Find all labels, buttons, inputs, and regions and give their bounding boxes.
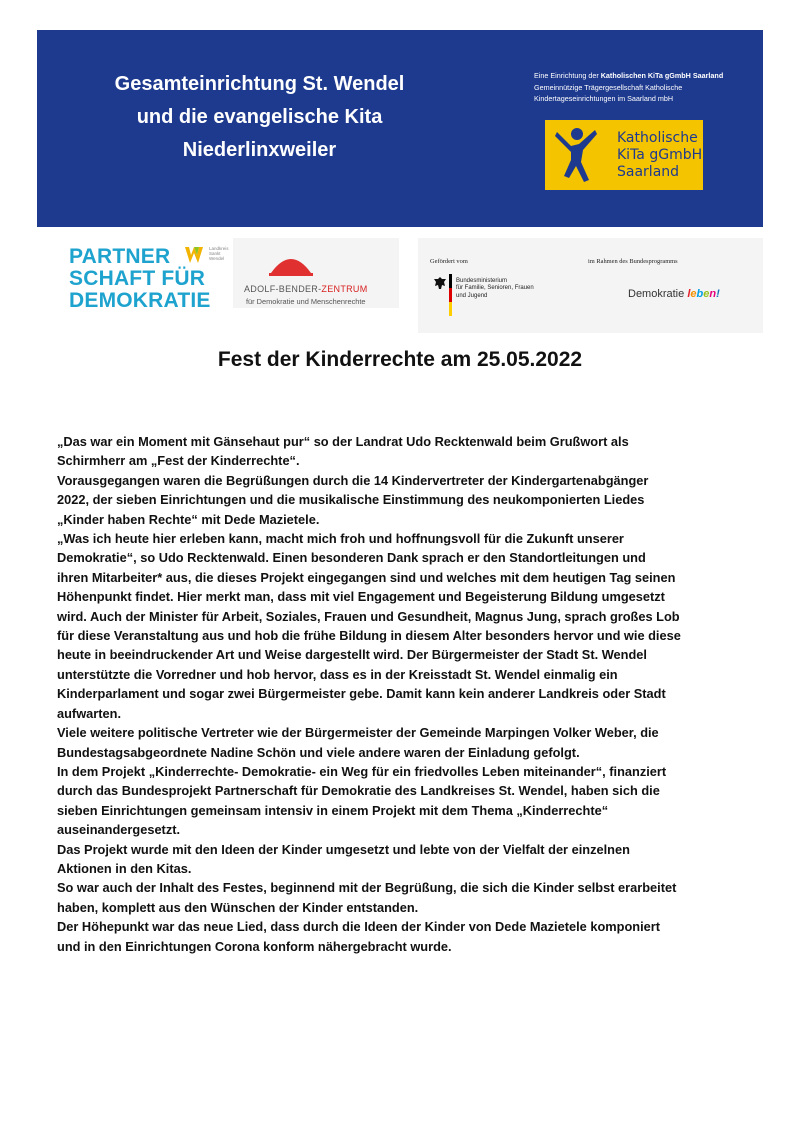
leben-letter: e	[690, 288, 697, 300]
pfd-line: PARTNER	[69, 245, 171, 268]
pfd-tiny-line: Sankt	[209, 251, 221, 256]
page-title: Fest der Kinderrechte am 25.05.2022	[217, 348, 583, 371]
pfd-tiny-line: Landkreis	[209, 246, 229, 251]
pfd-tiny-line: Wendel	[209, 256, 225, 261]
banner-title-line: und die evangelische Kita	[136, 106, 383, 128]
program-label: im Rahmen des Bundesprogramms	[588, 258, 678, 265]
article-line: Das Projekt wurde mit den Ideen der Kinder umgesetzt und lebte von der Vielfalt der einzelnen	[57, 841, 630, 857]
article-line: Demokratie“, so Udo Recktenwald. Einen besonderen Dank sprach er den Standortleitungen und	[57, 550, 646, 566]
article-line: Viele weitere politische Vertreter wie der Bürgermeister der Gemeinde Marpingen Volker Weber, die	[57, 725, 659, 741]
article-line: für diese Veranstaltung aus und hob die frühe Bildung in diesem Alter besonders hervor und wie diese	[57, 628, 681, 644]
leben-word	[687, 288, 719, 300]
article-line: „Kinder haben Rechte“ mit Dede Mazietele.	[57, 511, 320, 527]
jumping-child-icon	[553, 126, 599, 184]
pfd-line: DEMOKRATIE	[69, 289, 211, 312]
abz-name-part-red: ZENTRUM	[321, 284, 368, 294]
leben-letter: e	[703, 288, 710, 300]
article-line: wird. Auch der Minister für Arbeit, Soziales, Frauen und Gesundheit, Magnus Jung, sprach großes Lob	[57, 608, 680, 624]
article-line: Bundestagsabgeordnete Nadine Schön und viele andere waren der Einladung gefolgt.	[57, 744, 580, 760]
article-line: ihren Mitarbeiter* aus, die dieses Projekt eingegangen sind und welches mit dem heutigen Tag seinen	[57, 569, 676, 585]
article-line: So war auch der Inhalt des Festes, beginnend mit der Begrüßung, die sich die Kinder selbst erarbeitet	[57, 880, 677, 896]
org-note-prefix: Eine Einrichtung der	[534, 71, 601, 80]
abz-dome-icon	[269, 251, 313, 277]
federal-eagle-icon	[433, 276, 447, 290]
article-line: Vorausgegangen waren die Begrüßungen durch die 14 Kindervertreter der Kindergartenabgänger	[57, 472, 649, 488]
organization-note	[534, 70, 759, 105]
article-body	[57, 432, 757, 956]
leben-letter: b	[696, 288, 704, 300]
article-line: Höhenpunkt findet. Hier merkt man, dass mit viel Engagement und Begeisterung Bildung umgesetzt	[57, 589, 665, 605]
kita-logo	[545, 120, 703, 190]
org-note-line: Kindertageseinrichtungen im Saarland mbH	[534, 94, 674, 103]
article-line: haben, komplett aus den Wünschen der Kinder entstanden.	[57, 899, 419, 915]
article-line: heute in beeindruckender Art und Weise dargestellt wird. Der Bürgermeister der Stadt St. Wendel	[57, 647, 647, 663]
article-line: unterstützte die Vorredner und hob hervor, dass es in der Kreisstadt St. Wendel einmalig ein	[57, 666, 618, 682]
partner-logos	[37, 238, 763, 333]
kita-logo-line: Katholische	[617, 130, 698, 146]
org-note-line: Gemeinnützige Trägergesellschaft Katholische	[534, 82, 683, 92]
abz-name	[244, 284, 368, 294]
org-note-name: Katholischen KiTa gGmbH Saarland	[600, 71, 724, 80]
pfd-line: SCHAFT FÜR	[69, 267, 206, 290]
pfd-w-icon	[184, 246, 204, 264]
article-line: „Was ich heute hier erleben kann, macht mich froh und hoffnungsvoll für die Zukunft unserer	[57, 531, 624, 547]
kita-logo-text	[617, 130, 702, 181]
pfd-district-label	[209, 246, 229, 261]
article-line: durch das Bundesprojekt Partnerschaft für Demokratie des Landkreises St. Wendel, haben sich die	[57, 783, 660, 799]
leben-letter: !	[716, 288, 720, 300]
article-line: aufwarten.	[57, 705, 121, 721]
article-line: Kinderparlament und sogar zwei Bürgermeister gebe. Damit kann kein anderer Landkreis oder Stadt	[57, 686, 666, 702]
german-flag-icon	[449, 274, 452, 316]
article-line: Aktionen in den Kitas.	[57, 860, 192, 876]
leben-letters	[687, 288, 719, 300]
article-line: sieben Einrichtungen gemeinsam intensiv in einem Projekt mit dem Thema „Kinderrechte“	[57, 802, 609, 818]
article-line: 2022, der sieben Einrichtungen und die musikalische Einstimmung des neukomponierten Liedes	[57, 492, 645, 508]
article-line: auseinandergesetzt.	[57, 822, 181, 838]
article-line: Der Höhepunkt war das neue Lied, dass durch die Ideen der Kinder von Dede Mazietele komponiert	[57, 919, 661, 935]
ministry-line: und Jugend	[456, 292, 488, 299]
abz-subtitle: für Demokratie und Menschenrechte	[246, 297, 366, 306]
ministry-name	[456, 278, 534, 300]
article-line: „Das war ein Moment mit Gänsehaut pur“ so der Landrat Udo Recktenwald beim Grußwort als	[57, 434, 629, 449]
leben-letter: l	[687, 288, 691, 300]
funded-by-label: Gefördert vom	[430, 258, 468, 265]
header-banner	[37, 30, 763, 227]
banner-title-line: Gesamteinrichtung St. Wendel	[114, 73, 405, 95]
article-line: In dem Projekt „Kinderrechte- Demokratie- ein Weg für ein friedvolles Leben miteinander“, finanziert	[57, 763, 667, 779]
demokratie-word: Demokratie	[628, 288, 685, 300]
article-line: Schirmherr am „Fest der Kinderrechte“.	[57, 453, 300, 469]
banner-title-line: Niederlinxweiler	[182, 139, 337, 161]
banner-title	[37, 68, 482, 167]
demokratie-leben-logo	[628, 288, 720, 300]
abz-name-part: ADOLF-BENDER-	[244, 284, 322, 294]
ministry-line: für Familie, Senioren, Frauen	[456, 285, 534, 292]
kita-logo-line: KiTa gGmbH	[617, 147, 703, 163]
article-line: und in den Einrichtungen Corona konform nähergebracht wurde.	[57, 938, 452, 954]
ministry-line: Bundesministerium	[456, 278, 508, 284]
leben-letter: n	[709, 288, 717, 300]
kita-logo-line: Saarland	[617, 164, 680, 180]
